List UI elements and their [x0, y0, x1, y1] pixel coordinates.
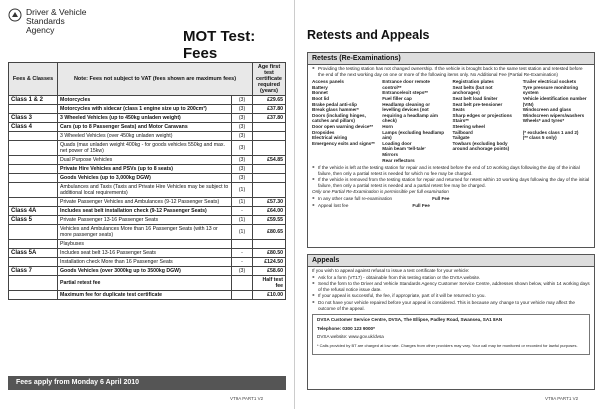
- fee-row-amount: [253, 174, 286, 183]
- fee-row-years: (1): [232, 225, 253, 240]
- fee-row: [9, 207, 286, 216]
- fee-row-amount: £80.65: [253, 225, 286, 240]
- other-case-label: ► In any other case full re-examination: [312, 196, 392, 202]
- fee-row: [9, 276, 286, 291]
- fee-row-amount: [253, 132, 286, 141]
- contact-telephone: Telephone: 0300 123 9000*: [317, 325, 375, 331]
- agency-name: [26, 8, 86, 35]
- agency-line-3: Agency: [26, 25, 55, 35]
- fee-row-amount: [253, 240, 286, 249]
- fee-row-years: -: [232, 249, 253, 258]
- fee-row: [9, 291, 286, 300]
- appeals-bullet-3: ► If your appeal is successful, the fee, if appropriate, part of it will be returned to you.: [312, 293, 590, 299]
- appeals-box: [307, 266, 595, 390]
- fee-row-amount: £57.30: [253, 198, 286, 207]
- fee-row-description: Goods Vehicles (up to 3,000kg DGW): [58, 174, 232, 183]
- fee-row-years: (3): [232, 96, 253, 105]
- fee-row-years: (3): [232, 156, 253, 165]
- fee-row-class: [9, 165, 58, 174]
- contact-box: [312, 314, 590, 354]
- fee-row-class: [9, 225, 58, 240]
- fee-row-description: Includes seat belt 13-16 Passenger Seats: [58, 249, 232, 258]
- fee-row-years: (3): [232, 105, 253, 114]
- fee-row-amount: £29.65: [253, 96, 286, 105]
- other-case-value: Full Fee: [432, 196, 450, 202]
- fee-row-amount: £54.85: [253, 156, 286, 165]
- fee-row: [9, 123, 286, 132]
- fee-row-class: Class 5A: [9, 249, 58, 258]
- fee-row-amount: [253, 141, 286, 156]
- fee-row-amount: Half test fee: [253, 276, 286, 291]
- fee-row-description: Cars (up to 8 Passenger Seats) and Motor Caravans: [58, 123, 232, 132]
- fee-row: [9, 249, 286, 258]
- retest-items-col-1: Access panels Battery Bonnet Boot lid Brake pedal anti-slip Break glass hammer* Doors (including hinges, catches and pillars) Door open warning device** Dropsides Electrical wiring Emergency exits and signs**: [312, 79, 375, 146]
- fee-row: [9, 114, 286, 123]
- appeals-bullet-1: ► Ask for a form (VT17) - obtainable from this testing station or the DVSA website.: [312, 275, 590, 281]
- fee-row-class: [9, 141, 58, 156]
- appeal-lost-label: ► Appeal lost fee: [312, 203, 348, 209]
- fee-row-amount: £10.00: [253, 291, 286, 300]
- fee-row-years: (3): [232, 123, 253, 132]
- header-age: Age first test certificate required (years): [253, 63, 286, 96]
- fee-row-description: Installation check More than 16 Passenger Seats: [58, 258, 232, 267]
- royal-crest-icon: [8, 8, 22, 22]
- fee-row-years: [232, 291, 253, 300]
- appeals-bullet-4: ► Do not have your vehicle repaired before your appeal is considered. This is because any change to your vehicle may affect the outcome of the appeal.: [312, 300, 590, 311]
- fee-row-class: Class 5: [9, 216, 58, 225]
- fee-row-description: Playbuses: [58, 240, 232, 249]
- fee-row-description: Private Passenger 13-16 Passenger Seats: [58, 216, 232, 225]
- header-classes: Fees & Classes: [9, 63, 58, 96]
- fee-row-years: (3): [232, 165, 253, 174]
- fee-row-class: [9, 132, 58, 141]
- fee-row-class: Class 1 & 2: [9, 96, 58, 105]
- fee-row-description: Partial retest fee: [58, 276, 232, 291]
- fee-row-class: [9, 174, 58, 183]
- contact-website: DVSA website: www.gov.uk/dvsa: [317, 334, 384, 340]
- fee-row-class: [9, 183, 58, 198]
- fee-row-years: (1): [232, 216, 253, 225]
- fee-row-amount: [253, 183, 286, 198]
- fee-row-class: [9, 156, 58, 165]
- appeal-lost-value: Full Fee: [412, 202, 430, 208]
- retests-title: Retests and Appeals: [307, 28, 430, 42]
- fee-row-amount: £37.80: [253, 105, 286, 114]
- fee-row-class: Class 4A: [9, 207, 58, 216]
- fee-row-class: [9, 276, 58, 291]
- fee-row-years: [232, 276, 253, 291]
- retests-bullet-2: ► If the vehicle is left at the testing station for repair and is retested before the end of 10 working days following the day of the initial failure, then only a partial retest is needed for which no fee may be charged.: [312, 165, 590, 176]
- fee-row-amount: £124.50: [253, 258, 286, 267]
- fees-footer-bar: Fees apply from Monday 6 April 2010: [8, 376, 286, 390]
- fee-row-years: (3): [232, 267, 253, 276]
- right-page-reference: VT9A PART1 V2: [545, 396, 579, 401]
- fee-row-years: [232, 240, 253, 249]
- fee-row: [9, 105, 286, 114]
- fee-row-amount: £37.80: [253, 114, 286, 123]
- appeal-lost-row: [312, 203, 590, 210]
- fees-header: [0, 0, 292, 62]
- left-page-reference: VT9A PART1 V2: [230, 396, 264, 401]
- other-case-row: [312, 196, 590, 203]
- retests-page: [294, 0, 600, 409]
- fees-page: [0, 0, 292, 409]
- appeals-heading: Appeals: [307, 254, 595, 267]
- fee-row: [9, 240, 286, 249]
- fee-row-amount: [253, 123, 286, 132]
- fee-row-description: 3 Wheeled Vehicles (up to 450kg unladen weight): [58, 114, 232, 123]
- fee-row-amount: £58.60: [253, 267, 286, 276]
- fee-row-class: [9, 258, 58, 267]
- fee-row-description: Maximum fee for duplicate test certificate: [58, 291, 232, 300]
- agency-line-2: Standards: [26, 16, 65, 26]
- fee-row-class: [9, 105, 58, 114]
- fee-row-years: (3): [232, 114, 253, 123]
- fee-row-description: 3 Wheeled Vehicles (over 450kg unladen weight): [58, 132, 232, 141]
- fee-row-years: (1): [232, 198, 253, 207]
- retests-bullet-1: ► Providing the testing station has not changed ownership. If the vehicle is brought back to the same test station and retested before the end of the next working day on one or more of the following items only. No Additional Fee (Partial Re-Examination): [312, 66, 590, 77]
- fee-row-class: [9, 198, 58, 207]
- fee-row-class: Class 7: [9, 267, 58, 276]
- fee-row-description: Motorcycles: [58, 96, 232, 105]
- retests-box: [307, 64, 595, 248]
- fee-row-years: -: [232, 207, 253, 216]
- fee-row-description: Dual Purpose Vehicles: [58, 156, 232, 165]
- fee-row-description: Motorcycles with sidecar (class 1 engine size up to 200cm³): [58, 105, 232, 114]
- retest-items-col-4: Trailer electrical sockets Tyre pressure monitoring system Vehicle identification number (VIN) Windscreen and glass Windscreen wipers/washers Wheels* and tyres* (* excludes class 1 and 2) (** class 5 only): [522, 79, 587, 141]
- fee-row-years: (3): [232, 141, 253, 156]
- agency-line-1: Driver & Vehicle: [26, 7, 87, 17]
- fee-row-description: Goods Vehicles (over 3000kg up to 3500kg DGW): [58, 267, 232, 276]
- retests-bullet-3: ► If the vehicle is removed from the testing station for repair and returned for retest within 10 working days following the day of the initial failure, then only a partial retest is needed and a partial retest fee may be charged.: [312, 177, 590, 188]
- contact-call-note: * Calls provided by BT are charged at low rate. Charges from other providers may vary. Your call may be monitored or recorded for lawful purposes.: [317, 342, 578, 348]
- fee-row-description: Private Hire Vehicles and PSVs (up to 8 seats): [58, 165, 232, 174]
- fee-row: [9, 225, 286, 240]
- fee-row-amount: £59.55: [253, 216, 286, 225]
- fee-row: [9, 174, 286, 183]
- fee-row-amount: £80.50: [253, 249, 286, 258]
- fee-row-description: Ambulances and Taxis (Taxis and Private Hire Vehicles may be subject to additional local requirements): [58, 183, 232, 198]
- appeals-intro: If you wish to appeal against refusal to issue a test certificate for your vehicle:: [312, 268, 470, 273]
- contact-address: DVSA Customer Service Centre, DVSA, The Ellipse, Padley Road, Swansea, SA1 8AN: [317, 317, 503, 323]
- fee-row-description: Includes seat belt installation check (9-12 Passenger Seats): [58, 207, 232, 216]
- fee-row: [9, 132, 286, 141]
- partial-note: Only one Partial Re-Examination is permissible per full examination: [312, 189, 449, 195]
- fee-row: [9, 258, 286, 267]
- fee-row: [9, 156, 286, 165]
- fee-row-years: (3): [232, 174, 253, 183]
- fee-row: [9, 96, 286, 105]
- fee-row-class: Class 4: [9, 123, 58, 132]
- fee-row-description: Private Passenger Vehicles and Ambulances (9-12 Passenger Seats): [58, 198, 232, 207]
- fee-row: [9, 216, 286, 225]
- fee-row: [9, 267, 286, 276]
- fee-row: [9, 165, 286, 174]
- fee-row-description: Vehicles and Ambulances More than 16 Passenger Seats (with 13 or more passenger seats): [58, 225, 232, 240]
- retest-items-col-3: Registration plates Seat belts (but not anchorages) Seat belt load limiter Seat belt pre-tensioner Seats Sharp edges or projections Stairs** Steering wheel Tailboard Tailgate Towbars (excluding body around anchorage points): [452, 79, 512, 152]
- fee-row-description: Quads (max unladen weight 400kg - for goods vehicles 550kg and max. net power of 15kw): [58, 141, 232, 156]
- fee-row-years: (3): [232, 132, 253, 141]
- retest-items-grid: [312, 79, 590, 163]
- fee-row-class: [9, 291, 58, 300]
- fee-row: [9, 183, 286, 198]
- retest-items-col-2: Entrance door remote control** Entrance/exit steps** Fuel filler cap Headlamp cleaning or levelling devices (not requiring a headlamp aim check) Horn Lamps (excluding headlamp aim) Loading door Main beam 'tell-tale' Mirrors Rear reflectors: [382, 79, 445, 163]
- fee-row-class: [9, 240, 58, 249]
- fee-row: [9, 198, 286, 207]
- fees-table: [8, 62, 286, 300]
- appeals-bullet-2: ► Send the form to the Driver and Vehicle Standards Agency Customer Service Centre, addresses shown below, within 14 working days of the refusal notice issue date.: [312, 281, 590, 292]
- fee-row-years: -: [232, 258, 253, 267]
- fee-row: [9, 141, 286, 156]
- fee-row-class: Class 3: [9, 114, 58, 123]
- header-note: Note: Fees not subject to VAT (fees shown are maximum fees): [58, 63, 253, 96]
- fee-row-years: (1): [232, 183, 253, 198]
- fee-row-amount: £64.00: [253, 207, 286, 216]
- fee-row-amount: [253, 165, 286, 174]
- fees-title: MOT Test: Fees: [183, 28, 256, 62]
- retests-heading: Retests (Re-Examinations): [307, 52, 595, 65]
